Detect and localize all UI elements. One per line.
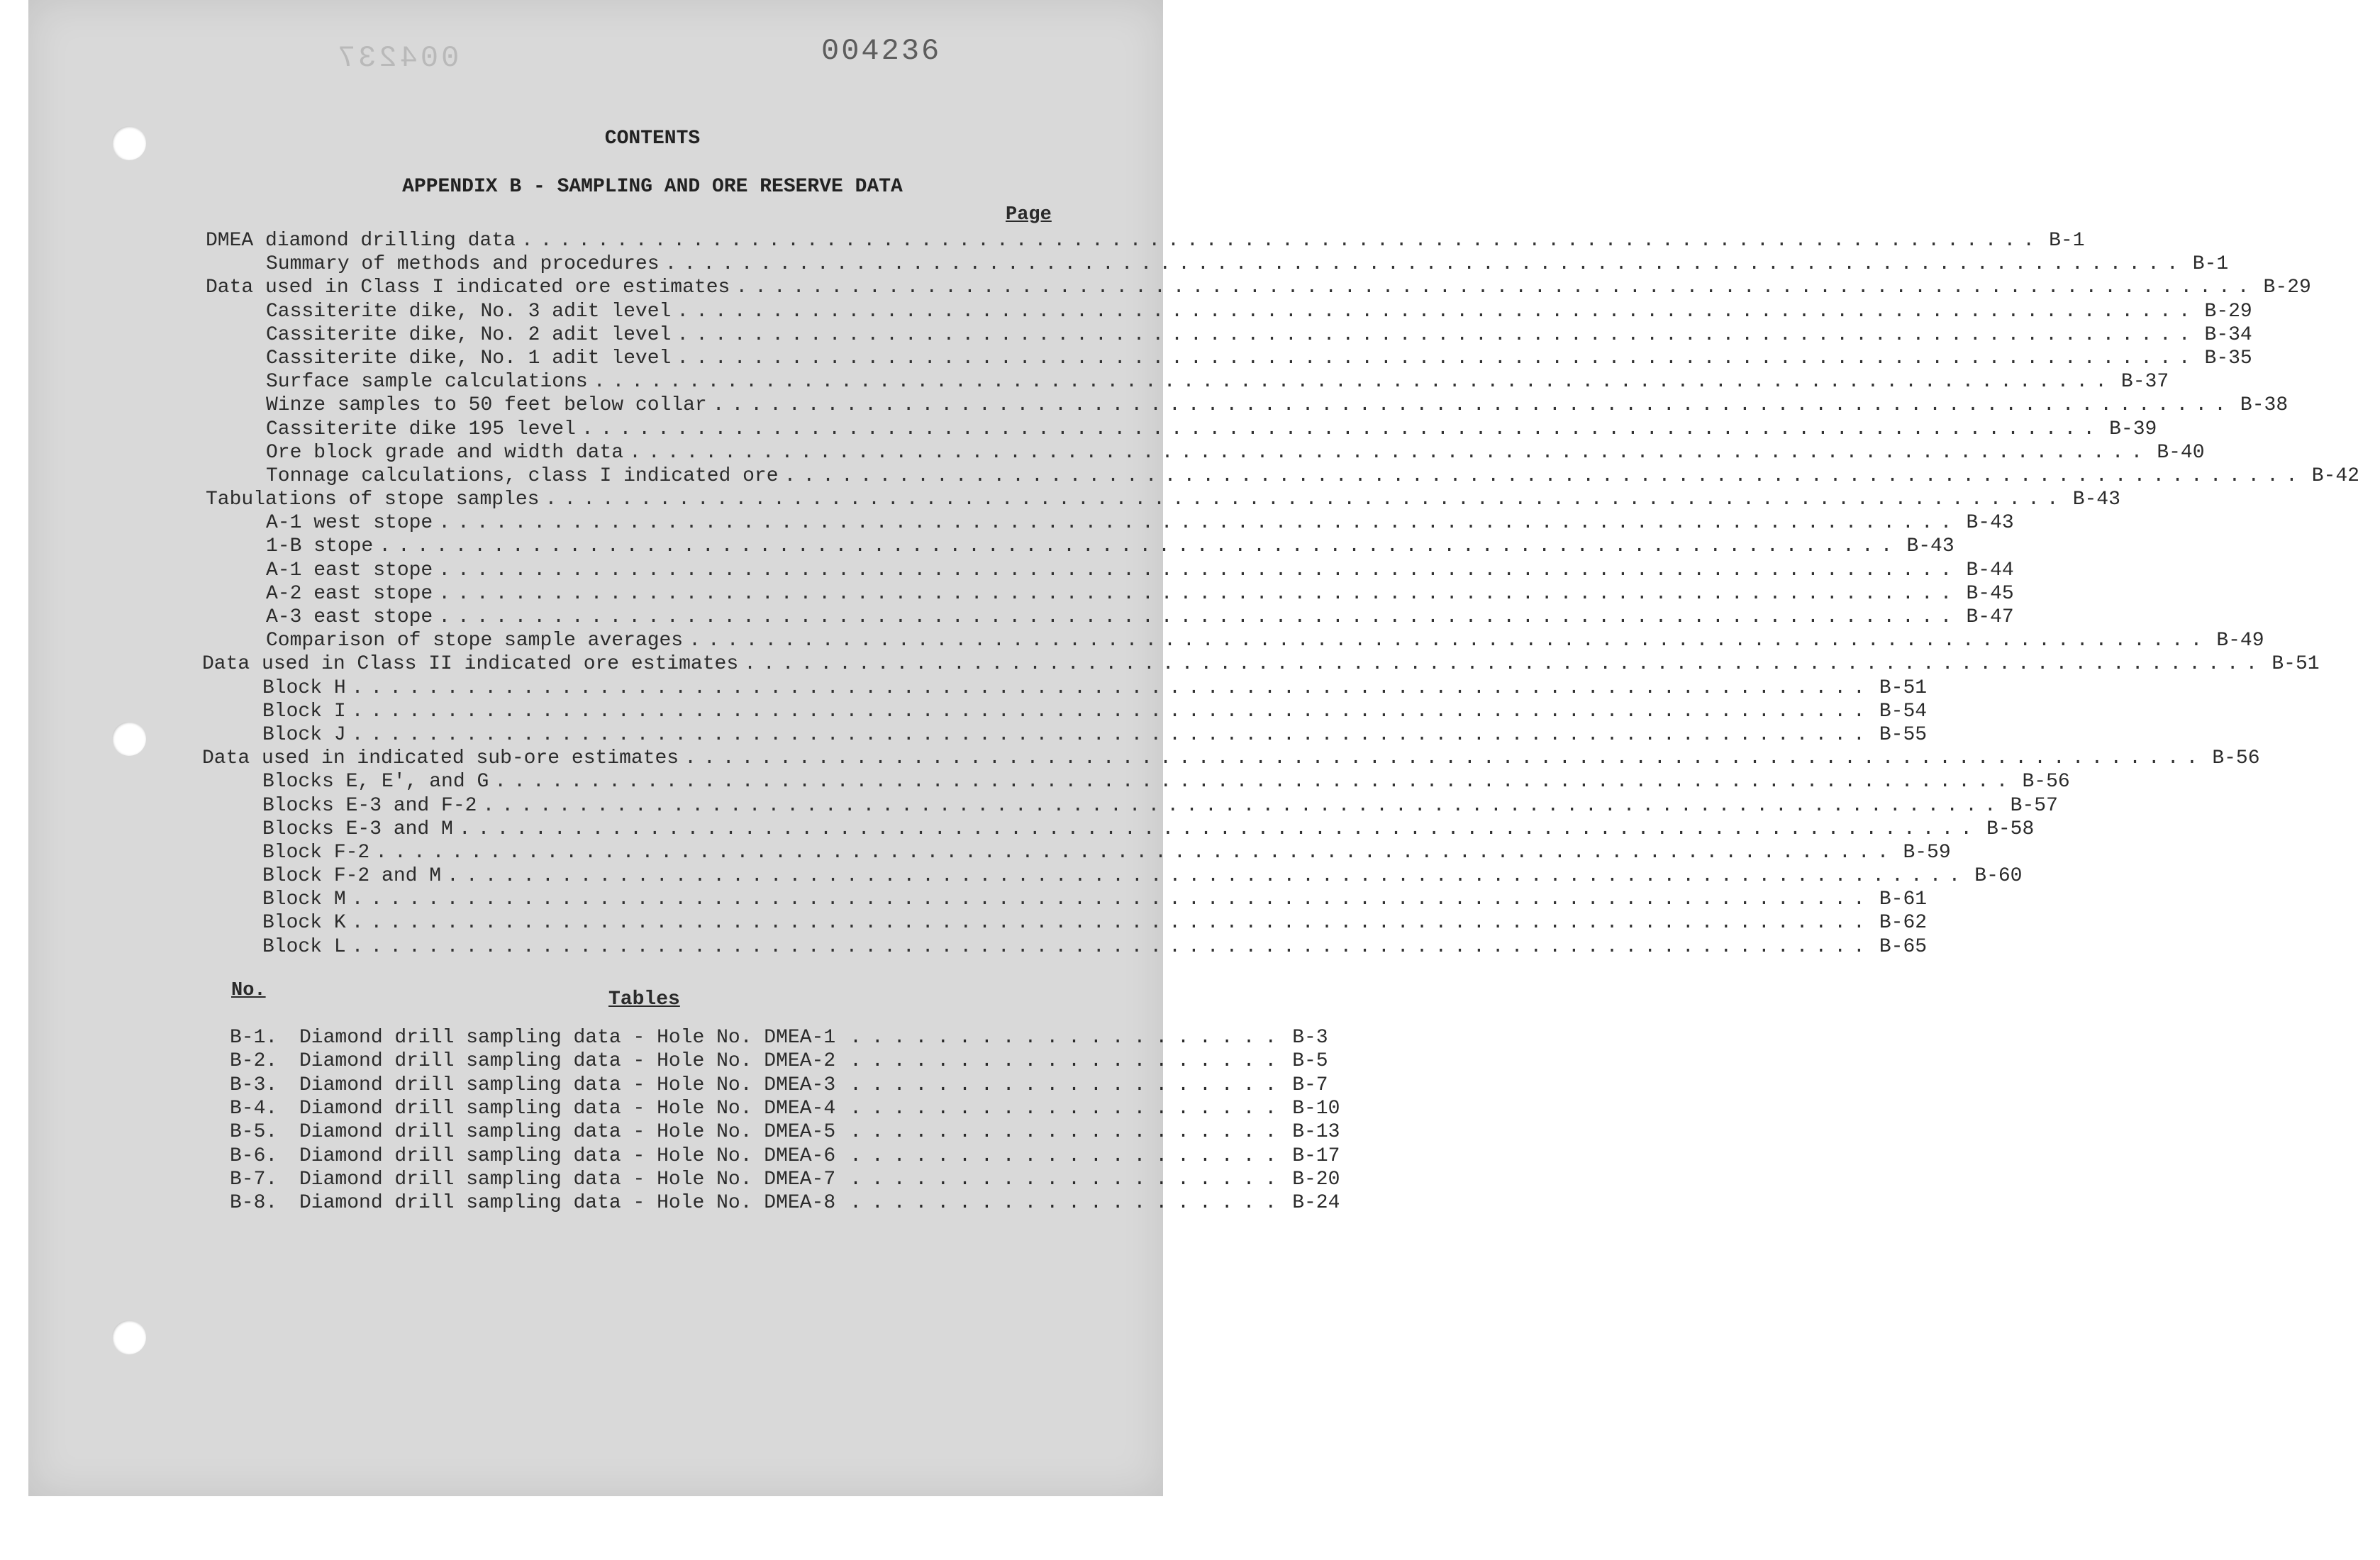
document-stamp-number: 004236: [821, 34, 942, 68]
dot-leader: ................................................................................: [581, 418, 2103, 440]
toc-entry-page: B-47: [1966, 606, 2014, 628]
table-entry-label: Diamond drill sampling data - Hole No. DMEA-4: [299, 1097, 836, 1120]
table-entry-page: B-7: [1292, 1074, 1328, 1096]
table-entry-page: B-20: [1292, 1168, 1340, 1191]
toc-entry: [28, 700, 1928, 724]
dot-leader: ................................................................................: [744, 653, 2265, 676]
table-entry: [230, 1027, 1328, 1050]
toc-entry: [28, 371, 2169, 394]
toc-entry-label: A-1 east stope: [266, 559, 433, 581]
dot-leader: ....................: [850, 1074, 1287, 1096]
dot-leader: ................................................................................: [689, 630, 2210, 652]
number-column-header: No.: [231, 980, 266, 1001]
table-entry-page: B-10: [1292, 1097, 1340, 1120]
table-entry-label: Diamond drill sampling data - Hole No. DMEA-3: [299, 1074, 836, 1096]
dot-leader: ................................................................................: [494, 771, 2015, 793]
table-entry-label: Diamond drill sampling data - Hole No. DMEA-6: [299, 1144, 836, 1167]
toc-entry-label: Block F-2: [262, 841, 370, 864]
toc-entry: [28, 771, 2070, 794]
appendix-title: APPENDIX B - SAMPLING AND ORE RESERVE DATA: [402, 176, 903, 198]
toc-entry: [28, 582, 2014, 606]
dot-leader: ................................................................................: [351, 912, 1872, 935]
toc-entry-label: Cassiterite dike 195 level: [266, 418, 576, 440]
toc-entry: [28, 676, 1928, 701]
toc-entry: [28, 277, 2311, 300]
toc-entry-page: B-51: [2271, 653, 2320, 676]
dot-leader: ................................................................................: [379, 535, 1900, 558]
dot-leader: ................................................................................: [545, 489, 2066, 511]
toc-entry-page: B-37: [2120, 371, 2169, 394]
table-entry-number: B-5.: [230, 1121, 278, 1144]
table-entry-number: B-6.: [230, 1144, 278, 1167]
dot-leader: ................................................................................: [375, 841, 1896, 864]
toc-entry: [28, 418, 2157, 442]
toc-entry-label: A-3 east stope: [266, 606, 433, 628]
toc-entry-page: B-39: [2109, 418, 2157, 440]
table-entry-page: B-17: [1292, 1144, 1340, 1167]
toc-entry: [28, 559, 2014, 583]
toc-entry: [28, 630, 2264, 653]
toc-entry-page: B-29: [2263, 277, 2311, 299]
tables-heading: Tables: [608, 988, 680, 1010]
toc-entry-page: B-60: [1974, 865, 2023, 888]
table-entry: [230, 1074, 1328, 1098]
page-column-header: Page: [1006, 204, 1052, 225]
toc-entry: [28, 888, 1928, 912]
dot-leader: ................................................................................: [482, 794, 2003, 817]
toc-entry: [28, 723, 1928, 747]
dot-leader: ....................: [850, 1097, 1287, 1120]
dot-leader: ................................................................................: [664, 253, 2186, 276]
table-entry-number: B-8.: [230, 1192, 278, 1215]
table-entry-number: B-3.: [230, 1074, 278, 1096]
dot-leader: ....................: [850, 1144, 1287, 1167]
toc-entry-page: B-57: [2010, 794, 2058, 817]
toc-entry-label: Block F-2 and M: [262, 865, 442, 888]
toc-entry-page: B-56: [2022, 771, 2070, 793]
toc-entry-label: A-1 west stope: [266, 512, 433, 535]
toc-entry: [28, 489, 2120, 512]
toc-entry-label: A-2 east stope: [266, 582, 433, 605]
table-entry-number: B-7.: [230, 1168, 278, 1191]
document-page: [28, 0, 2359, 1496]
toc-entry-label: Ore block grade and width data: [266, 441, 624, 464]
dot-leader: ................................................................................: [712, 394, 2233, 417]
toc-entry: [28, 512, 2014, 535]
toc-entry-page: B-35: [2204, 347, 2252, 369]
table-entry-label: Diamond drill sampling data - Hole No. DMEA-2: [299, 1050, 836, 1073]
table-entry: [230, 1192, 1340, 1215]
toc-entry-page: B-51: [1879, 676, 1928, 699]
table-entry-label: Diamond drill sampling data - Hole No. DMEA-1: [299, 1027, 836, 1049]
toc-entry-page: B-38: [2240, 394, 2289, 417]
dot-leader: ....................: [850, 1027, 1287, 1049]
table-entry-label: Diamond drill sampling data - Hole No. DMEA-7: [299, 1168, 836, 1191]
dot-leader: ................................................................................: [629, 441, 2150, 464]
toc-entry-label: Comparison of stope sample averages: [266, 630, 684, 652]
toc-entry-page: B-29: [2204, 300, 2252, 323]
toc-entry-label: Tabulations of stope samples: [206, 489, 540, 511]
toc-entry-page: B-1: [2192, 253, 2229, 276]
toc-entry-page: B-42: [2311, 464, 2359, 487]
toc-entry-page: B-45: [1966, 582, 2014, 605]
dot-leader: ....................: [850, 1050, 1287, 1073]
table-entry: [230, 1168, 1340, 1192]
toc-entry-label: Blocks E-3 and F-2: [262, 794, 477, 817]
table-entry: [230, 1121, 1340, 1144]
table-entry-page: B-24: [1292, 1192, 1340, 1215]
toc-entry: [28, 441, 2205, 465]
mirrored-stamp-number: 004237: [335, 41, 460, 75]
toc-entry-label: 1-B stope: [266, 535, 374, 558]
toc-entry: [28, 653, 2320, 676]
table-of-contents: [28, 230, 2359, 959]
toc-entry-label: Blocks E-3 and M: [262, 818, 453, 840]
table-entry: [230, 1050, 1328, 1074]
dot-leader: ................................................................................: [677, 347, 2198, 369]
toc-entry-page: B-55: [1879, 723, 1928, 746]
toc-entry: [28, 464, 2359, 489]
toc-entry-label: Cassiterite dike, No. 2 adit level: [266, 323, 672, 346]
table-entry-number: B-1.: [230, 1027, 278, 1049]
dot-leader: ................................................................................: [684, 747, 2206, 770]
dot-leader: ................................................................................: [677, 323, 2198, 346]
toc-entry: [28, 935, 1928, 959]
dot-leader: ................................................................................: [438, 606, 1959, 628]
dot-leader: ................................................................................: [438, 559, 1959, 581]
toc-entry-label: Block M: [262, 888, 346, 911]
toc-entry-page: B-65: [1879, 935, 1928, 958]
toc-entry: [28, 535, 1954, 559]
toc-entry-label: Data used in Class II indicated ore estimates: [202, 653, 739, 676]
toc-entry: [28, 394, 2289, 418]
toc-entry-label: Cassiterite dike, No. 1 adit level: [266, 347, 672, 369]
dot-leader: ................................................................................: [447, 865, 1968, 888]
dot-leader: ................................................................................: [593, 371, 2114, 394]
dot-leader: ................................................................................: [438, 512, 1959, 535]
table-entry-page: B-5: [1292, 1050, 1328, 1073]
toc-entry-page: B-54: [1879, 700, 1928, 723]
toc-entry-label: Summary of methods and procedures: [266, 253, 660, 276]
contents-title: CONTENTS: [604, 128, 701, 150]
toc-entry: [28, 230, 2085, 253]
toc-entry-page: B-34: [2204, 323, 2252, 346]
toc-entry-label: Block L: [262, 935, 346, 958]
toc-entry-label: Blocks E, E', and G: [262, 771, 489, 793]
punch-hole: [112, 1320, 146, 1354]
table-entry: [230, 1144, 1340, 1169]
dot-leader: ....................: [850, 1168, 1287, 1191]
toc-entry: [28, 747, 2260, 771]
table-entry-page: B-13: [1292, 1121, 1340, 1144]
toc-entry-page: B-43: [1966, 512, 2014, 535]
toc-entry-label: Block H: [262, 676, 346, 699]
toc-entry-label: Block J: [262, 723, 346, 746]
toc-entry: [28, 912, 1928, 935]
dot-leader: ................................................................................: [458, 818, 1980, 840]
table-entry-number: B-4.: [230, 1097, 278, 1120]
toc-entry-label: Winze samples to 50 feet below collar: [266, 394, 707, 417]
dot-leader: ................................................................................: [735, 277, 2257, 299]
dot-leader: ....................: [850, 1192, 1287, 1215]
toc-entry-page: B-1: [2049, 230, 2085, 252]
dot-leader: ................................................................................: [521, 230, 2042, 252]
table-entry-number: B-2.: [230, 1050, 278, 1073]
dot-leader: ....................: [850, 1121, 1287, 1144]
table-entry-label: Diamond drill sampling data - Hole No. DMEA-8: [299, 1192, 836, 1215]
toc-entry-page: B-61: [1879, 888, 1928, 911]
dot-leader: ................................................................................: [351, 676, 1872, 699]
dot-leader: ................................................................................: [351, 888, 1872, 911]
toc-entry: [28, 794, 2058, 818]
toc-entry-page: B-44: [1966, 559, 2014, 581]
table-entry: [230, 1097, 1340, 1121]
toc-entry-page: B-40: [2157, 441, 2205, 464]
toc-entry: [28, 300, 2252, 324]
dot-leader: ................................................................................: [438, 582, 1959, 605]
toc-entry-label: Data used in Class I indicated ore estimates: [206, 277, 730, 299]
toc-entry: [28, 818, 2035, 842]
toc-entry: [28, 347, 2252, 371]
toc-entry: [28, 841, 1951, 865]
toc-entry-label: Block K: [262, 912, 346, 935]
toc-entry-label: Tonnage calculations, class I indicated ore: [266, 464, 779, 487]
toc-entry-page: B-62: [1879, 912, 1928, 935]
toc-entry-label: Surface sample calculations: [266, 371, 588, 394]
toc-entry-page: B-43: [1906, 535, 1954, 558]
dot-leader: ................................................................................: [351, 700, 1872, 723]
toc-entry: [28, 323, 2252, 347]
toc-entry-page: B-49: [2216, 630, 2264, 652]
toc-entry-page: B-59: [1903, 841, 1951, 864]
toc-entry-page: B-56: [2212, 747, 2260, 770]
toc-entry-page: B-43: [2072, 489, 2120, 511]
table-entry-page: B-3: [1292, 1027, 1328, 1049]
toc-entry: [28, 253, 2229, 277]
table-entry-label: Diamond drill sampling data - Hole No. DMEA-5: [299, 1121, 836, 1144]
dot-leader: ................................................................................: [784, 464, 2305, 487]
toc-entry-label: DMEA diamond drilling data: [206, 230, 516, 252]
toc-entry-label: Cassiterite dike, No. 3 adit level: [266, 300, 672, 323]
dot-leader: ................................................................................: [351, 723, 1872, 746]
toc-entry-label: Block I: [262, 700, 346, 723]
dot-leader: ................................................................................: [677, 300, 2198, 323]
toc-entry-page: B-58: [1986, 818, 2035, 840]
toc-entry-label: Data used in indicated sub-ore estimates: [202, 747, 679, 770]
toc-entry: [28, 865, 2023, 888]
toc-entry: [28, 606, 2014, 630]
dot-leader: ................................................................................: [351, 935, 1872, 958]
